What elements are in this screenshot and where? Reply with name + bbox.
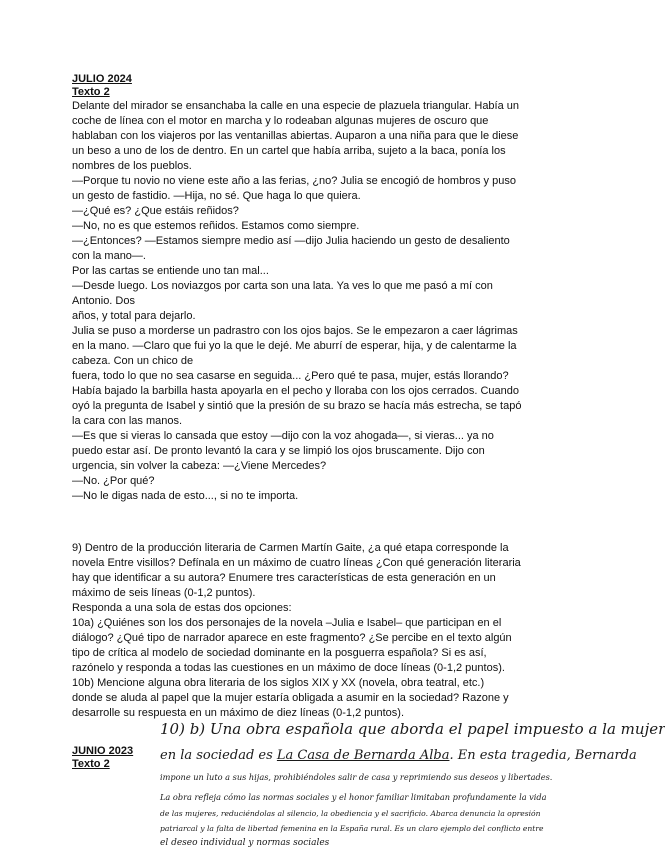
text-line: Delante del mirador se ensanchaba la calle en una especie de plazuela triangular. Había un <box>72 100 520 112</box>
text-line: —Es que si vieras lo cansada que estoy —dijo con la voz ahogada—, si vieras... ya no <box>72 430 494 442</box>
text-line: —Desde luego. Los noviazgos por carta son una lata. Ya ves lo que me pasó a mí con <box>72 280 493 292</box>
handwriting-title: La Casa de Bernarda Alba <box>276 748 450 763</box>
handwriting-line: patriarcal y la falta de libertad femenina en la España rural. Es un claro ejemplo del conflicto entre <box>160 824 544 833</box>
text-line: coche de línea con el motor en marcha y lo rodeaban algunas mujeres de oscuro que <box>72 115 489 127</box>
section-subheading: Texto 2 <box>72 86 110 98</box>
text-line: urgencia, sin volver la cabeza: —¿Viene Mercedes? <box>72 460 327 472</box>
text-line: hay que identificar a su autora? Enumere tres características de esta generación en un <box>72 572 496 584</box>
text-line: razónelo y responda a todas las cuestiones en un máximo de doce líneas (0-1,2 puntos). <box>72 662 505 674</box>
text-line: Por las cartas se entiende uno tan mal... <box>72 265 269 277</box>
section-subheading: Texto 2 <box>72 758 110 770</box>
text-line: un gesto de fastidio. —Hija, no sé. Que haga lo que quiera. <box>72 190 361 202</box>
text-line: años, y total para dejarlo. <box>72 310 196 322</box>
section-heading: JULIO 2024 <box>72 73 132 85</box>
text-line: desarrolle su respuesta en un máximo de diez líneas (0-1,2 puntos). <box>72 707 405 719</box>
text-line: 10b) Mencione alguna obra literaria de los siglos XIX y XX (novela, obra teatral, etc.) <box>72 677 485 689</box>
handwriting-line: La obra refleja cómo las normas sociales y el honor familiar limitaban profundamente la vida <box>160 792 547 802</box>
handwriting-line <box>160 748 637 763</box>
handwriting-fragment: en la sociedad es <box>160 748 273 763</box>
text-line: Julia se puso a morderse un padrastro con los ojos bajos. Se le empezaron a caer lágrimas <box>72 325 518 337</box>
text-line: tipo de crítica al modelo de sociedad dominante en la posguerra española? Si es así, <box>72 647 487 659</box>
text-line: —¿Entonces? —Estamos siempre medio así —dijo Julia haciendo un gesto de desaliento <box>72 235 510 247</box>
text-line: la cara con las manos. <box>72 415 183 427</box>
text-line: —No le digas nada de esto..., si no te importa. <box>72 490 299 502</box>
section-heading: JUNIO 2023 <box>72 745 134 757</box>
text-line: 10a) ¿Quiénes son los dos personajes de la novela –Julia e Isabel– que participan en el <box>72 617 502 629</box>
section-julio-2024 <box>72 73 542 504</box>
exam-text <box>72 99 542 504</box>
handwriting-line: el deseo individual y normas sociales <box>160 838 330 848</box>
text-line: hablaban con los viajeros por las ventanillas abiertas. Auparon a una niña para que le diese <box>72 130 519 142</box>
text-line: nombres de los pueblos. <box>72 160 192 172</box>
text-line: —No. ¿Por qué? <box>72 475 155 487</box>
text-line: oyó la pregunta de Isabel y sintió que la presión de su brazo se hacía más estrecha, se tapó <box>72 400 522 412</box>
handwriting-line: 10) b) Una obra española que aborda el papel impuesto a la mujer <box>160 720 665 738</box>
exam-questions <box>72 541 542 721</box>
text-line: —Porque tu novio no viene este año a las ferias, ¿no? Julia se encogió de hombros y puso <box>72 175 516 187</box>
section-junio-2023 <box>72 745 162 771</box>
text-line: máximo de seis líneas (0-1,2 puntos). <box>72 587 256 599</box>
handwriting-line: de las mujeres, reduciéndolas al silencio, la obediencia y el sacrificio. Abarca denuncia la opresión <box>160 809 541 818</box>
handwriting-line: impone un luto a sus hijas, prohibiéndoles salir de casa y reprimiendo sus deseos y libertades. <box>160 772 553 782</box>
text-line: con la mano—. <box>72 250 146 262</box>
text-line: fuera, todo lo que no sea casarse en seguida... ¿Pero qué te pasa, mujer, estás llorando? <box>72 370 509 382</box>
text-line: Había bajado la barbilla hasta apoyarla en el pecho y lloraba con los ojos cerrados. Cuando <box>72 385 520 397</box>
text-line: —No, no es que estemos reñidos. Estamos como siempre. <box>72 220 360 232</box>
text-line: novela Entre visillos? Defínala en un máximo de cuatro líneas ¿Con qué generación literaria <box>72 557 521 569</box>
text-line: —¿Qué es? ¿Que estáis reñidos? <box>72 205 239 217</box>
text-line: un beso a uno de los de dentro. En un cartel que había arriba, sujeto a la baca, ponía los <box>72 145 506 157</box>
text-line: Antonio. Dos <box>72 295 135 307</box>
handwriting-fragment: . En esta tragedia, Bernarda <box>449 748 637 763</box>
question-list <box>72 541 542 721</box>
text-line: donde se aluda al papel que la mujer estaría obligada a asumir en la sociedad? Razone y <box>72 692 509 704</box>
text-line: 9) Dentro de la producción literaria de Carmen Martín Gaite, ¿a qué etapa corresponde la <box>72 542 509 554</box>
text-line: Responda a una sola de estas dos opciones: <box>72 602 292 614</box>
text-line: cabeza. Con un chico de <box>72 355 194 367</box>
text-line: en la mano. —Claro que fui yo la que le dejé. Me aburrí de esperar, hija, y de calentarme la <box>72 340 517 352</box>
text-line: puedo estar así. De pronto levantó la cara y se limpió los ojos bruscamente. Dijo con <box>72 445 485 457</box>
text-line: diálogo? ¿Qué tipo de narrador aparece en este fragmento? ¿Se percibe en el texto algún <box>72 632 512 644</box>
